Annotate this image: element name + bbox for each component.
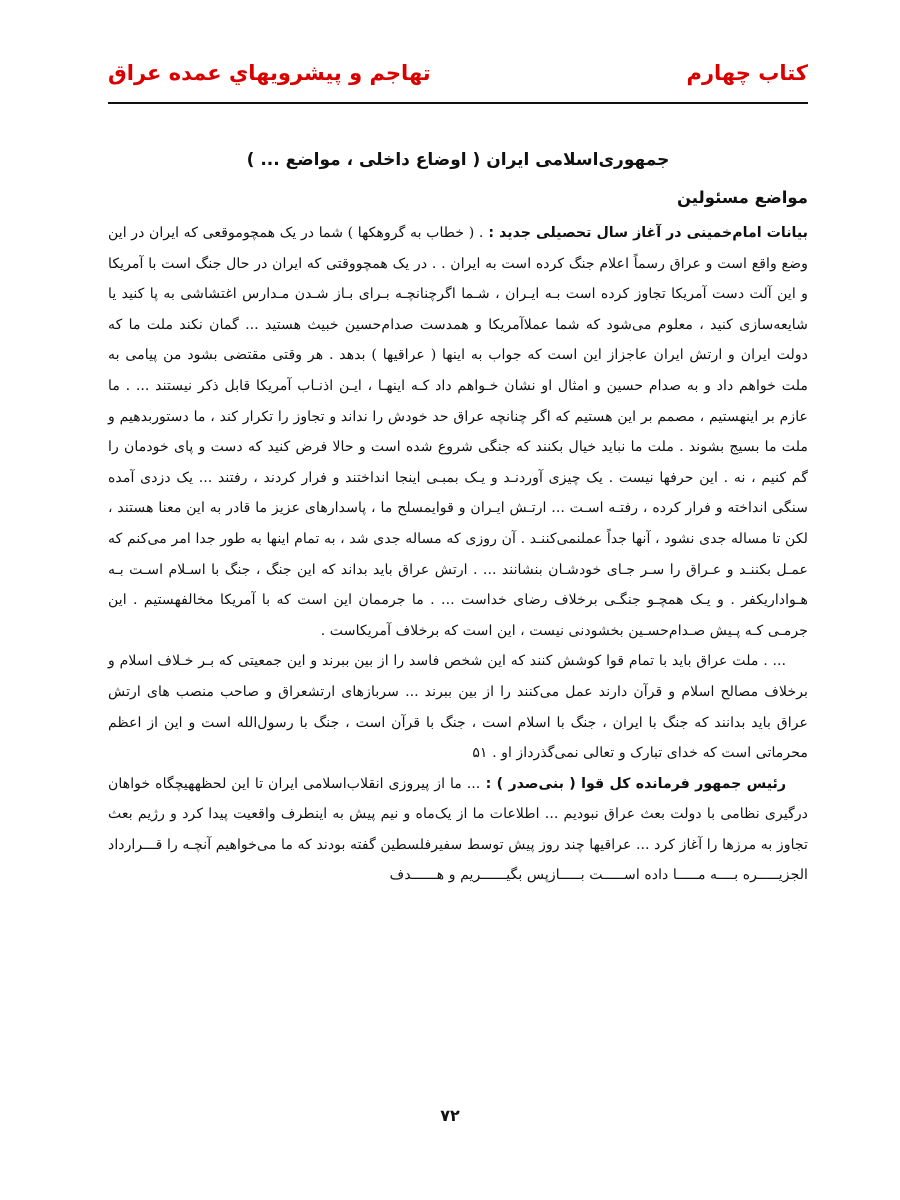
page-body <box>108 140 808 891</box>
subsection-heading: مواضع مسئولین <box>676 188 808 207</box>
paragraph-banisadr-statement <box>108 769 808 891</box>
paragraph-text: . ( خطاب به گروهکها ) شما در یک همچوموقعی که ایران در این وضع واقع است و عراق رسماً اعلام جنگ کرده است به ایران . . در یک همچووقتی که ایران در حال جنگ است با آمریکا و این آلت دست آمریکا تجاوز کرده است بـه ایـران ، شـما اگرچنانچـه بـرای بـاز شـدن مـدارس اغتشاشی به پا کنید یا شایعه‌سازی کنید ، معلوم می‌شود که شما عملاآمریکا و همدست صدام‌حسین خبیث هستید ... گمان نکند ملت ما که دولت ایران و ارتش ایران عاجزاز این است که جواب به اینها ( عراقیها ) بدهد . هر وقتی مقتضی بشود من پیامی به ملت خواهم داد و به صدام حسین و امثال او نشان خـواهم داد کـه اینهـا ، ایـن اذنـاب آمریکا قابل ذکر نیستند ... . ما عازم بر اینهستیم ، مصمم بر این هستیم که اگر چنانچه عراق حد خودش را نداند و تجاوز را تکرار کند ، ما دستوربدهیم و ملت ما بسیج بشوند . ملت ما نباید خیال بکنند که جنگی شروع شده است و حالا فرض کنید که دست و پای خودمان را گم کنیم ، نه . این حرفها نیست . یک چیزی آوردنـد و یـک بمبـی اینجا انداختند و فرار کردند ، رفتند ... یک دزدی آمده سنگی انداخته و فرار کرده ، رفتـه اسـت ... ارتـش ایـران و قوایمسلح ما ، پاسدارهای عزیز ما قادر به این معنا هستند ، لکن تا مساله جدی نشود ، آنها جداً عملنمی‌کننـد . آن روزی که مساله جدی شد ، به تمام اینها به طور جدا امر می‌کنم که عمـل بکننـد و عـراق را سـر جـای خودشـان بنشانند ... . ارتش عراق باید بداند که این جنگ ، جنگ با اسـلام اسـت بـه هـواداریکفر . و یـک همچـو جنگـی برخلاف رضای خداست ... . ما جرممان این است که با آمریکا مخالفهستیم . این جرمـی کـه پـیش صـدام‌حسـین بخشودنی نیست ، این است که برخلاف آمریکاست . <box>108 225 808 639</box>
chapter-title: تهاجم و پيشرويهاي عمده عراق <box>108 61 431 85</box>
paragraph-text: ... . ملت عراق باید با تمام قوا کوشش کنند که این شخص فاسد را از بین ببرند و این جمعیتی که بـر خـلاف اسلام و برخلاف مصالح اسلام و قرآن دارند عمل می‌کنند را از بین ببرند ... سربازهای ارتشعراق و صاحب منصب های ارتش عراق باید بدانند که جنگ با ایران ، جنگ با اسلام است ، جنگ با قرآن است ، جنگ با رسول‌الله است و این از اعظم محرماتی است که خدای تبارک و تعالی نمی‌گذرداز او . ۵۱ <box>108 653 808 762</box>
speaker-label: رئیس جمهور فرمانده کل قوا ( بنی‌صدر ) : <box>480 775 787 792</box>
speaker-label: بیانات امام‌خمینی در آغاز سال تحصیلی جدید : <box>483 225 808 241</box>
paragraph-khomeini-speech-continued <box>108 646 808 768</box>
paragraph-khomeini-speech <box>108 218 808 646</box>
running-header <box>108 54 808 104</box>
page-number: ۷۲ <box>440 1106 460 1125</box>
book-title: کتاب چهارم <box>686 61 808 85</box>
section-heading: جمهوری‌اسلامی ایران ( اوضاع داخلی ، مواضع ... ) <box>246 150 670 170</box>
paragraph-text: ... ما از پیروزی انقلاب‌اسلامی ایران تا این لحظههیچگاه خواهان درگیری نظامی با دولت بعث عراق نبودیم ... اطلاعات ما از یک‌ماه و نیم پیش به اینطرف واقعیت پیدا کرد و رژیم بعث تجاوز به مرزها را آغاز کرد ... عراقیها چند روز پیش توسط سفیرفلسطین گفته بودند که ما می‌خواهیم آنچـه را قـــرارداد الجزیـــــره بــــه مـــــا داده اســـــت بـــــازپس بگیــــــریم و هــــــدف <box>108 775 808 884</box>
